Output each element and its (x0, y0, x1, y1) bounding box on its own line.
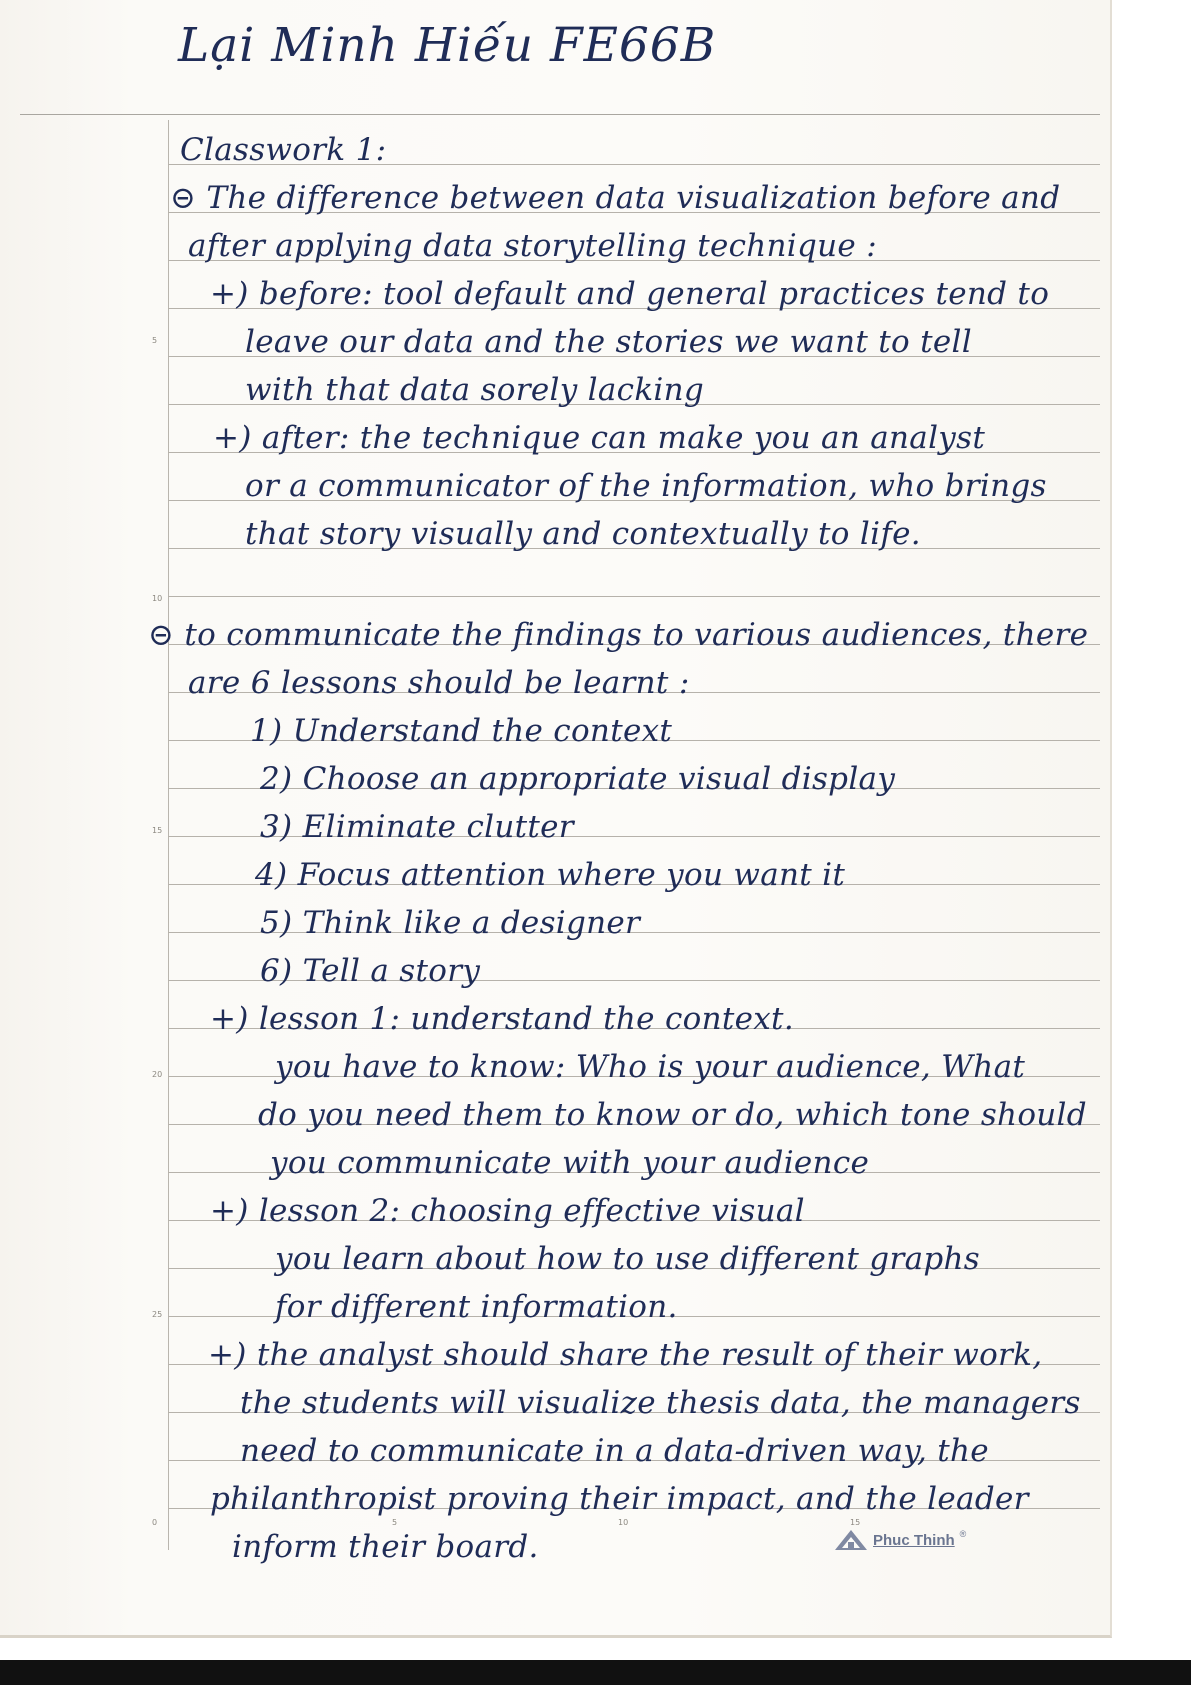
bottom-number: 5 (392, 1518, 398, 1527)
note-line: the students will visualize thesis data, the managers (240, 1385, 1081, 1421)
triangle-logo-icon (833, 1528, 869, 1552)
note-line: +) lesson 1: understand the context. (210, 1001, 794, 1037)
margin-number: 25 (152, 1310, 163, 1319)
note-line: you communicate with your audience (270, 1145, 870, 1181)
note-line: philanthropist proving their impact, and the leader (210, 1481, 1029, 1517)
note-line: +) lesson 2: choosing effective visual (210, 1193, 805, 1229)
note-line: 3) Eliminate clutter (260, 809, 574, 845)
note-line: are 6 lessons should be learnt : (188, 665, 690, 701)
brand-logo (833, 1528, 966, 1552)
note-line: do you need them to know or do, which tone should (258, 1097, 1087, 1133)
note-line: leave our data and the stories we want to tell (245, 324, 972, 360)
note-line: 6) Tell a story (260, 953, 481, 989)
note-line: with that data sorely lacking (245, 372, 705, 408)
note-line: that story visually and contextually to life. (245, 516, 921, 552)
brand-name: Phuc Thinh (873, 1531, 955, 1549)
note-line: 4) Focus attention where you want it (255, 857, 846, 893)
note-line: ⊝ to communicate the findings to various audiences, there (148, 617, 1089, 653)
note-line: inform their board. (232, 1529, 539, 1565)
margin-number: 5 (152, 336, 158, 345)
registered-mark: ® (959, 1529, 967, 1539)
margin-number: 15 (152, 826, 163, 835)
note-line: +) before: tool default and general practices tend to (210, 276, 1050, 312)
header-rule (20, 114, 1100, 115)
margin-number: 0 (152, 1518, 158, 1527)
ruled-line (168, 596, 1100, 597)
note-line: you learn about how to use different graphs (275, 1241, 980, 1277)
margin-number: 20 (152, 1070, 163, 1079)
note-line: Classwork 1: (180, 132, 387, 168)
note-line: 2) Choose an appropriate visual display (260, 761, 896, 797)
margin-rule (168, 120, 169, 1550)
margin-number: 10 (152, 594, 163, 603)
note-line: need to communicate in a data-driven way, the (240, 1433, 989, 1469)
note-line: after applying data storytelling technique : (188, 228, 877, 264)
note-line: or a communicator of the information, who brings (245, 468, 1047, 504)
note-line: 1) Understand the context (250, 713, 673, 749)
note-line: +) after: the technique can make you an analyst (213, 420, 986, 456)
page-title: Lại Minh Hiếu FE66B (178, 18, 717, 73)
note-line: you have to know: Who is your audience, What (275, 1049, 1026, 1085)
note-line: +) the analyst should share the result of their work, (208, 1337, 1043, 1373)
bottom-strip (0, 1660, 1191, 1685)
bottom-number: 10 (618, 1518, 629, 1527)
note-line: 5) Think like a designer (260, 905, 641, 941)
note-line: for different information. (275, 1289, 678, 1325)
bottom-number: 15 (850, 1518, 861, 1527)
note-line: ⊝ The difference between data visualization before and (170, 180, 1061, 216)
